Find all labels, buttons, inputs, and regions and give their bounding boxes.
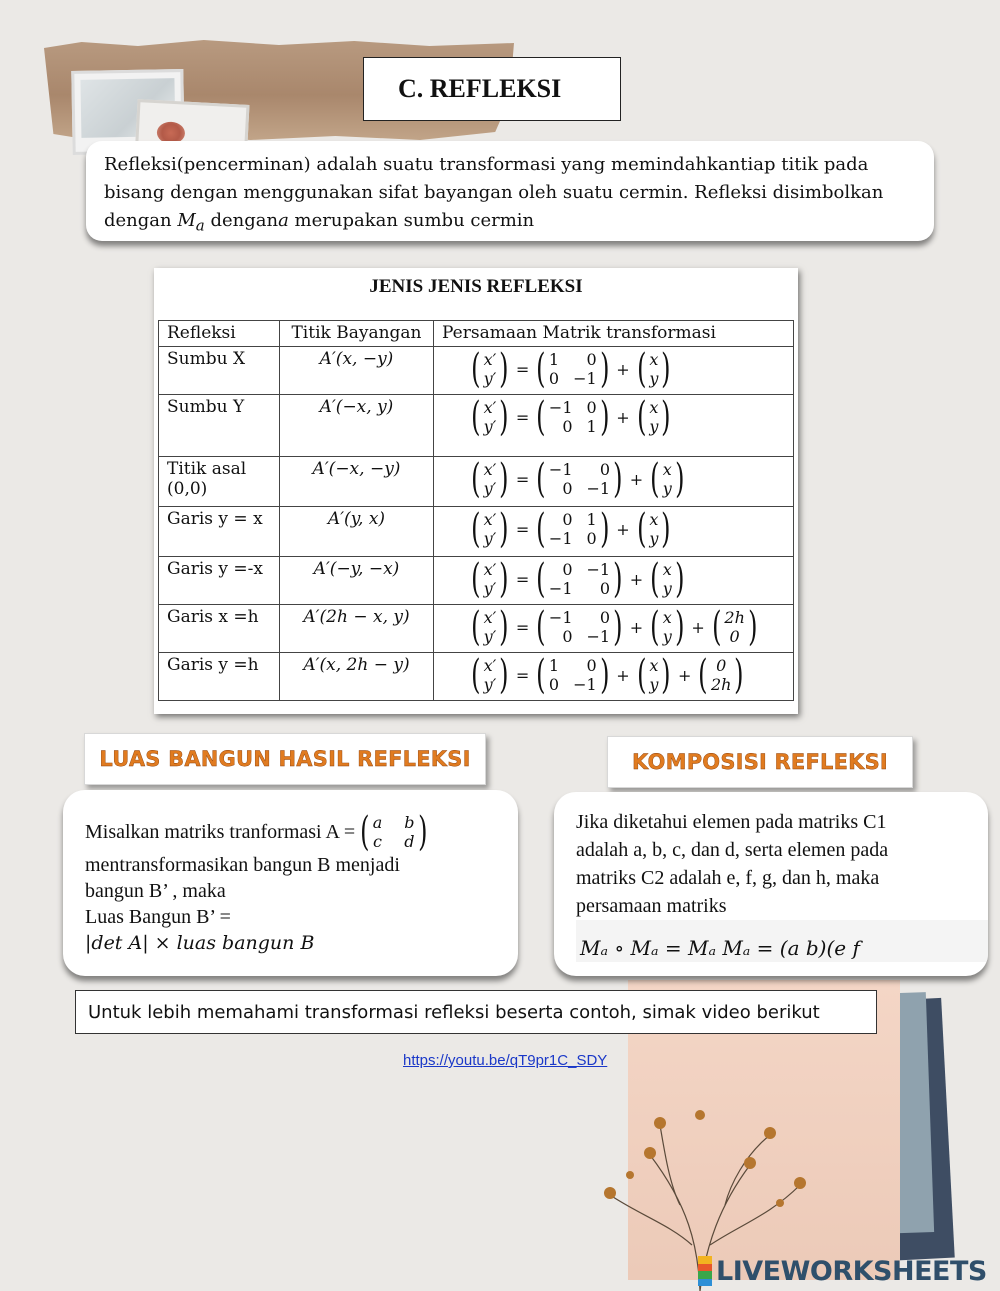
row-matrix-equation: ( x′ y′ ) = ( −1 0 0 −1 ) + ( x y ) bbox=[434, 457, 794, 507]
row-reflection-name: Titik asal (0,0) bbox=[159, 457, 280, 507]
video-prompt bbox=[75, 990, 877, 1034]
liveworksheets-watermark bbox=[698, 1252, 987, 1290]
row-reflection-name: Garis y =h bbox=[159, 653, 280, 701]
komposisi-line-3: matriks C2 adalah e, f, g, dan h, maka bbox=[576, 867, 880, 889]
komposisi-header-text: KOMPOSISI REFLEKSI bbox=[632, 750, 888, 774]
row-image-point: A′(−x, y) bbox=[280, 395, 434, 457]
table-row bbox=[159, 653, 794, 701]
table-header-row bbox=[159, 321, 794, 347]
video-link[interactable]: https://youtu.be/qT9pr1C_SDY bbox=[403, 1052, 608, 1069]
table-row bbox=[159, 347, 794, 395]
matrix-a: ( a b c d ) bbox=[360, 809, 428, 855]
logo-stripe-2 bbox=[698, 1264, 712, 1272]
row-image-point: A′(x, 2h − y) bbox=[280, 653, 434, 701]
komposisi-line-1: Jika diketahui elemen pada matriks C1 bbox=[576, 811, 887, 833]
header-titik-bayangan: Titik Bayangan bbox=[280, 321, 434, 347]
page-title bbox=[363, 57, 621, 121]
row-matrix-equation: ( x′ y′ ) = ( 0 −1 −1 0 ) + ( x y ) bbox=[434, 557, 794, 605]
table-row bbox=[159, 605, 794, 653]
row-reflection-name: Garis x =h bbox=[159, 605, 280, 653]
komposisi-line-2: adalah a, b, c, dan d, serta elemen pada bbox=[576, 839, 889, 861]
luas-line-4: Luas Bangun B’ = bbox=[85, 906, 231, 928]
table-row bbox=[159, 557, 794, 605]
table-row bbox=[159, 507, 794, 557]
logo-stripe-1 bbox=[698, 1256, 712, 1264]
luas-formula: |det A| × luas bangun B bbox=[85, 932, 315, 954]
header-persamaan: Persamaan Matrik transformasi bbox=[434, 321, 794, 347]
reflection-table bbox=[158, 320, 794, 701]
header-refleksi: Refleksi bbox=[159, 321, 280, 347]
table-row bbox=[159, 395, 794, 457]
luas-line-1: Misalkan matriks tranformasi A = ( a b c d ) bbox=[85, 812, 496, 852]
row-reflection-name: Garis y = x bbox=[159, 507, 280, 557]
luas-header-text: LUAS BANGUN HASIL REFLEKSI bbox=[99, 747, 471, 771]
definition-card bbox=[86, 141, 934, 241]
luas-card bbox=[63, 790, 518, 976]
row-matrix-equation: ( x′ y′ ) = ( −1 0 0 −1 ) + ( x y ) + ( 2h 0 ) bbox=[434, 605, 794, 653]
liveworksheets-logo-icon bbox=[698, 1256, 712, 1286]
row-image-point: A′(2h − x, y) bbox=[280, 605, 434, 653]
luas-line-2: mentransformasikan bangun B menjadi bbox=[85, 854, 400, 876]
row-reflection-name: Garis y =-x bbox=[159, 557, 280, 605]
row-matrix-equation: ( x′ y′ ) = ( 1 0 0 −1 ) + ( x y ) bbox=[434, 347, 794, 395]
row-matrix-equation: ( x′ y′ ) = ( 1 0 0 −1 ) + ( x y ) + ( 0 2h ) bbox=[434, 653, 794, 701]
row-image-point: A′(−y, −x) bbox=[280, 557, 434, 605]
row-image-point: A′(y, x) bbox=[280, 507, 434, 557]
page-title-text: C. REFLEKSI bbox=[398, 74, 562, 103]
luas-section-header bbox=[84, 733, 486, 785]
definition-line-3: dengan $M_a$ dengana merupakan sumbu cermin bbox=[104, 210, 535, 235]
table-title: JENIS JENIS REFLEKSI bbox=[369, 276, 583, 297]
watermark-text: LIVEWORKSHEETS bbox=[716, 1255, 987, 1287]
row-matrix-equation: ( x′ y′ ) = ( 0 1 −1 0 ) + ( x y ) bbox=[434, 507, 794, 557]
logo-stripe-4 bbox=[698, 1279, 712, 1287]
row-image-point: A′(−x, −y) bbox=[280, 457, 434, 507]
table-row bbox=[159, 457, 794, 507]
row-reflection-name: Sumbu Y bbox=[159, 395, 280, 457]
logo-stripe-3 bbox=[698, 1271, 712, 1279]
row-matrix-equation: ( x′ y′ ) = ( −1 0 0 1 ) + ( x y ) bbox=[434, 395, 794, 457]
komposisi-card bbox=[554, 792, 988, 976]
row-image-point: A′(x, −y) bbox=[280, 347, 434, 395]
komposisi-section-header bbox=[607, 736, 913, 788]
definition-line-1: Refleksi(pencerminan) adalah suatu transformasi yang memindahkantiap titik pada bbox=[104, 154, 869, 175]
luas-line-3: bangun B’ , maka bbox=[85, 880, 226, 902]
row-reflection-name: Sumbu X bbox=[159, 347, 280, 395]
reflection-table-card bbox=[154, 268, 798, 714]
komposisi-line-4: persamaan matriks bbox=[576, 895, 727, 917]
video-prompt-text: Untuk lebih memahami transformasi refleksi beserta contoh, simak video berikut bbox=[88, 1001, 820, 1023]
komposisi-formula: Mₐ ∘ Mₐ = Mₐ Mₐ = (a b)(e f bbox=[576, 920, 988, 962]
definition-line-2: bisang dengan menggunakan sifat bayangan oleh suatu cermin. Refleksi disimbolkan bbox=[104, 182, 884, 203]
